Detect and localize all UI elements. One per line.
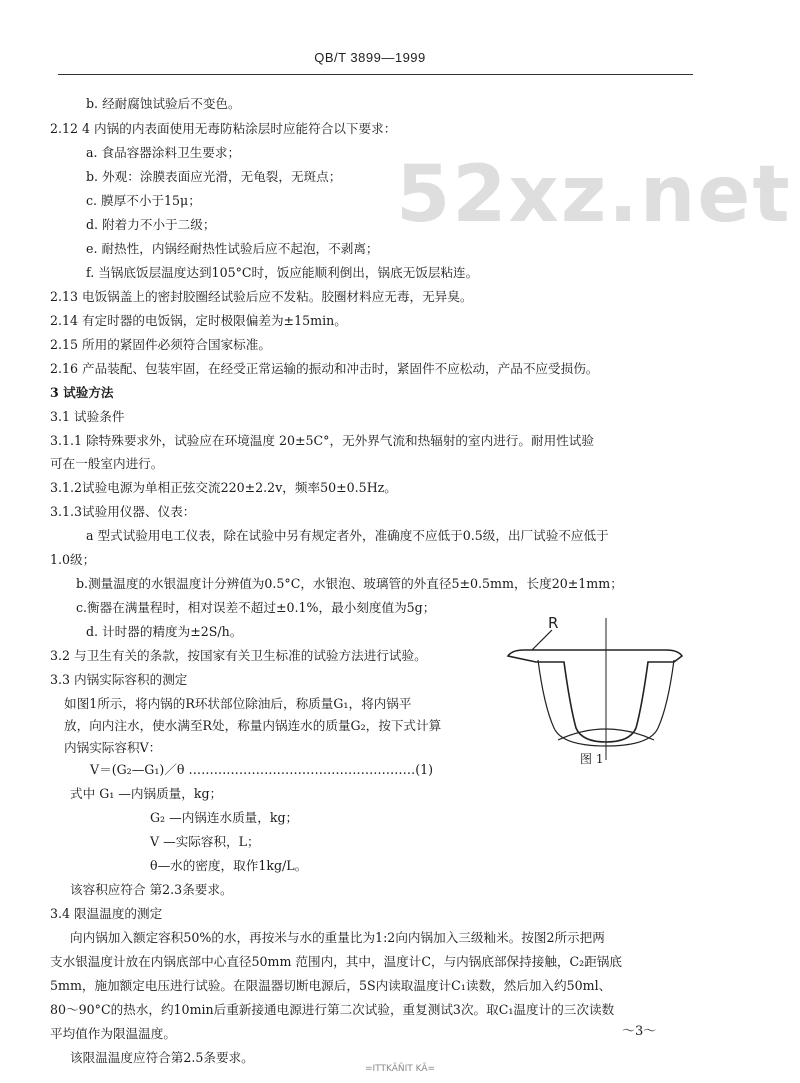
subsection-heading: 3.4 限温温度的测定 (50, 906, 163, 921)
text-line: b. 经耐腐蚀试验后不变色。 (86, 96, 241, 111)
list-item: b.测量温度的水银温度计分辨值为0.5°C，水银泡、玻璃管的外直径5±0.5mm，长度20±1mm； (76, 576, 623, 591)
formula-legend: θ—水的密度，取作1kg/L。 (150, 858, 308, 873)
formula-legend: 式中 G₁ —内锅质量，kg； (70, 786, 223, 801)
clause: 2.13 电饭锅盖上的密封胶圈经试验后应不发粘。胶圈材料应无毒，无异臭。 (50, 289, 473, 304)
paragraph-line: 该容积应符合 第2.3条要求。 (70, 882, 233, 897)
paragraph-line: 平均值作为限温温度。 (50, 1026, 176, 1041)
subsection-heading: 3.3 内锅实际容积的测定 (50, 672, 188, 687)
clause: 3.1.2试验电源为单相正弦交流220±2.2v，频率50±0.5Hz。 (50, 480, 397, 495)
clause: 3.2 与卫生有关的条款，按国家有关卫生标准的试验方法进行试验。 (50, 648, 427, 663)
clause: 2.16 产品装配、包装牢固，在经受正常运输的振动和冲击时，紧固件不应松动，产品不应受损伤。 (50, 361, 599, 376)
list-item: a. 食品容器涂料卫生要求； (86, 145, 241, 160)
clause: 2.14 有定时器的电饭锅，定时极限偏差为±15min。 (50, 313, 347, 328)
paragraph-line: 放，向内注水，使水满至R处，称量内锅连水的质量G₂，按下式计算 (64, 718, 442, 733)
page-number: ～3～ (622, 1024, 657, 1039)
section-number: 2.12 4 内锅的内表面使用无毒防粘涂层时应能符合以下要求： (50, 121, 397, 136)
list-item: b. 外观：涂膜表面应光滑，无龟裂，无斑点； (86, 169, 342, 184)
clause-continuation: 可在一般室内进行。 (50, 456, 164, 471)
list-item: e. 耐热性，内锅经耐热性试验后应不起泡，不剥离； (86, 241, 379, 256)
section-heading: 3 试验方法 (50, 385, 114, 400)
clause: 2.15 所用的紧固件必须符合国家标准。 (50, 337, 271, 352)
watermark: 52xz.net (396, 150, 792, 240)
formula: V＝(G₂—G₁)／θ ………………………………………………(1) (90, 762, 434, 777)
list-item: c.衡器在满量程时，相对误差不超过±0.1%，最小刻度值为5g； (76, 600, 436, 615)
paragraph-line: 5mm，施加额定电压进行试验。在限温器切断电源后，5S内读取温度计C₁读数，然后加入约50ml、 (50, 978, 612, 993)
figure-caption: 图 1 (580, 752, 604, 766)
list-item-continuation: 1.0级； (50, 552, 96, 567)
list-item: a 型式试验用电工仪表，除在试验中另有规定者外，准确度不应低于0.5级，出厂试验不应低于 (86, 528, 609, 543)
header-rule (58, 74, 693, 75)
list-item: d. 计时器的精度为±2S/h。 (86, 624, 243, 639)
paragraph-line: 向内锅加入额定容积50%的水，再按米与水的重量比为1:2向内锅加入三级籼米。按图2所示把两 (70, 930, 605, 945)
page-footer: =ITTKÃÑIT KÃ= (364, 1064, 436, 1074)
clause: 3.1.3试验用仪器、仪表： (50, 504, 196, 519)
paragraph-line: 如图1所示，将内锅的R环状部位除油后，称质量G₁，将内锅平 (64, 696, 412, 711)
paragraph-line: 该限温温度应符合第2.5条要求。 (70, 1050, 254, 1065)
paragraph-line: 支水银温度计放在内锅底部中心直径50mm 范围内，其中，温度计C，与内锅底部保持接触，C₂距锅底 (50, 954, 622, 969)
page-header: QB/T 3899—1999 (314, 50, 426, 65)
pot-outline (508, 650, 682, 742)
r-leader-line (532, 630, 552, 650)
subsection-heading: 3.1 试验条件 (50, 409, 125, 424)
formula-legend: V —实际容积，L； (150, 834, 260, 849)
paragraph-line: 80～90°C的热水，约10min后重新接通电源进行第二次试验，重复测试3次。取C₁温度计的三次读数 (50, 1002, 615, 1017)
list-item: c. 膜厚不小于15μ； (86, 193, 201, 208)
paragraph-line: 内锅实际容积V： (64, 740, 162, 755)
clause: 3.1.1 除特殊要求外，试验应在环境温度 20±5C°，无外界气流和热辐射的室内进行。耐用性试验 (50, 433, 594, 448)
list-item: f. 当锅底饭层温度达到105°C时，饭应能顺利倒出，锅底无饭层粘连。 (86, 265, 479, 280)
formula-legend: G₂ —内锅连水质量，kg； (150, 810, 299, 825)
figure-label-r: R (548, 614, 559, 632)
list-item: d. 附着力不小于二级； (86, 217, 216, 232)
